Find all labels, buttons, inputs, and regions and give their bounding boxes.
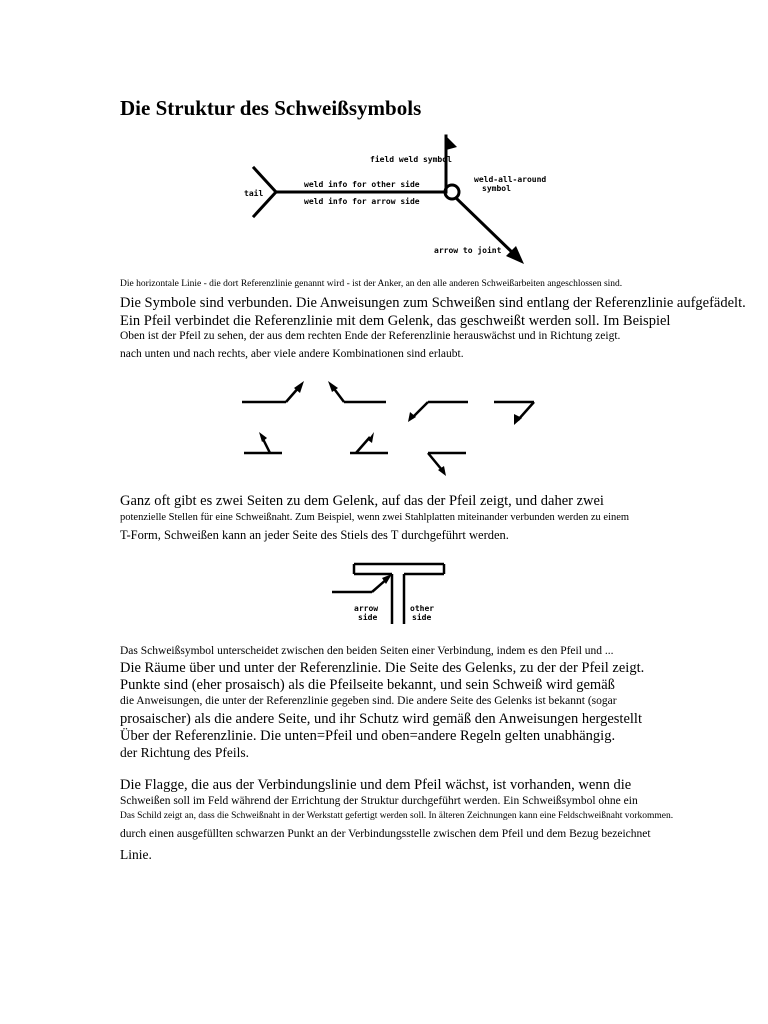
- para4-line4: durch einen ausgefüllten schwarzen Punkt an der Verbindungsstelle zwischen dem Pfeil und dem Bezug bezeichnet: [120, 828, 651, 840]
- para3-line6: Über der Referenzlinie. Die unten=Pfeil und oben=andere Regeln gelten unabhängig.: [120, 728, 616, 744]
- arrow-side-t-label-2: side: [358, 613, 378, 622]
- para1-line1: Die horizontale Linie - die dort Referenzlinie genannt wird - ist der Anker, an den alle anderen Schweißarbeiten angeschlossen sind.: [120, 279, 623, 289]
- field-weld-flag: [446, 136, 457, 150]
- para4-line3: Das Schild zeigt an, dass die Schweißnaht in der Werkstatt gefertigt werden soll. In älteren Zeichnungen kann eine Feldschweißnaht vorkommen.: [120, 811, 674, 821]
- arrow-combination-heads: [259, 381, 522, 476]
- para2-line1: Ganz oft gibt es zwei Seiten zu dem Gelenk, auf das der Pfeil zeigt, und daher zwei: [120, 493, 604, 509]
- weld-all-around-label-2: symbol: [482, 184, 511, 193]
- para1-line4: Oben ist der Pfeil zu sehen, der aus dem rechten Ende der Referenzlinie herauswächst und in Richtung zeigt.: [120, 330, 621, 342]
- other-side-label: weld info for other side: [304, 180, 420, 189]
- para1-line3: Ein Pfeil verbindet die Referenzlinie mit dem Gelenk, das geschweißt werden soll. Im Beispiel: [120, 313, 671, 329]
- para3-line4: die Anweisungen, die unter der Referenzlinie gegeben sind. Die andere Seite des Gelenks ist bekannt (sogar: [120, 695, 617, 707]
- para3-line2: Die Räume über und unter der Referenzlinie. Die Seite des Gelenks, zu der der Pfeil zeigt.: [120, 660, 645, 676]
- para4-line1: Die Flagge, die aus der Verbindungslinie und dem Pfeil wächst, ist vorhanden, wenn die: [120, 777, 632, 793]
- tail-label: tail: [244, 189, 264, 198]
- other-side-t-label-2: side: [412, 613, 432, 622]
- other-side-t-label: other: [410, 604, 435, 613]
- para3-line7: der Richtung des Pfeils.: [120, 745, 249, 760]
- para1-line2: Die Symbole sind verbunden. Die Anweisungen zum Schweißen sind entlang der Referenzlinie aufgefädelt.: [120, 295, 746, 311]
- para3-line1: Das Schweißsymbol unterscheidet zwischen den beiden Seiten einer Verbindung, indem es den Pfeil und ...: [120, 645, 614, 657]
- arrow-side-t-label: arrow: [354, 604, 379, 613]
- weld-all-around-label: weld-all-around: [474, 175, 547, 184]
- para3-line3: Punkte sind (eher prosaisch) als die Pfeilseite bekannt, und sein Schweiß wird gemäß: [120, 677, 615, 693]
- arrow-combinations: [242, 386, 534, 470]
- para1-line5: nach unten und nach rechts, aber viele andere Kombinationen sind erlaubt.: [120, 348, 464, 360]
- arrow-to-joint-label: arrow to joint: [434, 246, 502, 255]
- para2-line2: potenzielle Stellen für eine Schweißnaht. Zum Beispiel, wenn zwei Stahlplatten miteinander verbunden werden zu einem: [120, 512, 630, 523]
- para4-line5: Linie.: [120, 847, 152, 862]
- para2-line3: T-Form, Schweißen kann an jeder Seite des Stiels des T durchgeführt werden.: [120, 528, 509, 542]
- para3-line5: prosaischer) als die andere Seite, und ihr Schutz wird gemäß den Anweisungen hergestellt: [120, 711, 642, 727]
- arrow-side-label: weld info for arrow side: [304, 197, 420, 206]
- page-title: Die Struktur des Schweißsymbols: [120, 96, 422, 120]
- para4-line2: Schweißen soll im Feld während der Errichtung der Struktur durchgeführt werden. Ein Schweißsymbol ohne ein: [120, 795, 638, 807]
- field-weld-label: field weld symbol: [370, 155, 452, 164]
